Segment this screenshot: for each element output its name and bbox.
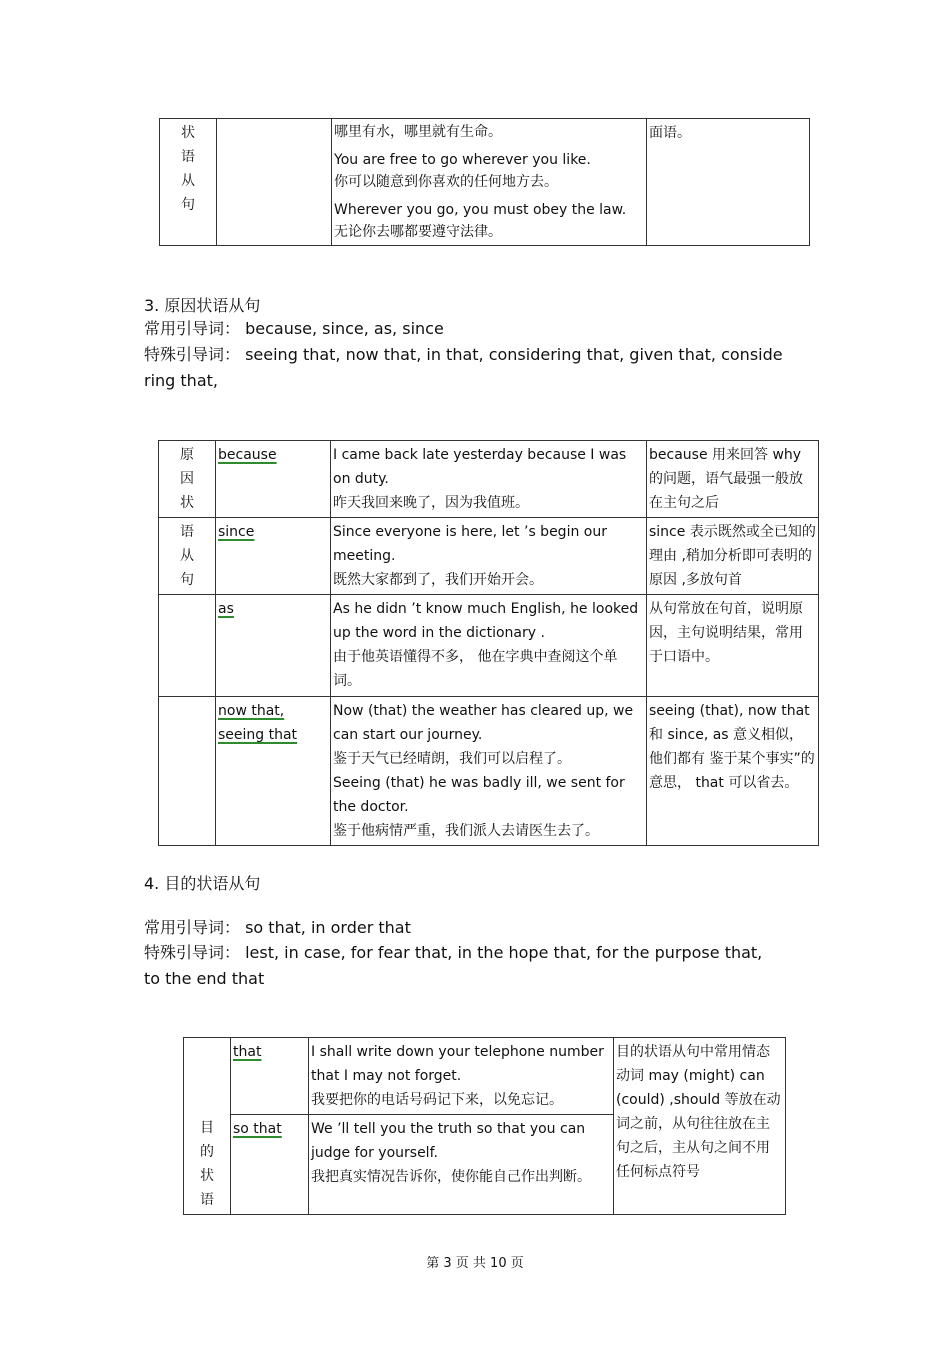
example-cell <box>331 518 647 595</box>
note-cell: since 表示既然或全已知的理由 ,稍加分析即可表明的原因 ,多放句首 <box>647 518 819 595</box>
note-cell: 面语。 <box>647 119 810 246</box>
special-conjunctions: 特殊引导词： lest, in case, for fear that, in the hope that, for the purpose that, <box>144 943 763 962</box>
example-line: Wherever you go, you must obey the law. <box>334 202 627 218</box>
conjunction-cell <box>216 441 331 518</box>
example-line: 鉴于他病情严重，我们派人去请医生去了。 <box>333 823 599 839</box>
example-line: As he didn ’t know much English, he looked up the word in the dictionary . <box>333 601 639 641</box>
example-line: Now (that) the weather has cleared up, we can start our journey. <box>333 703 634 743</box>
common-conjunctions: 常用引导词： because, since, as, since <box>144 319 444 338</box>
page-footer: 第 3 页 共 10 页 <box>426 1256 524 1271</box>
conjunction: as <box>218 601 234 617</box>
example-line: 由于他英语懂得不多， 他在字典中查阅这个单词。 <box>333 649 618 689</box>
conjunction: now that, <box>218 703 285 719</box>
example-line: 既然大家都到了，我们开始开会。 <box>333 572 543 588</box>
example-cell <box>309 1038 614 1115</box>
example-line: 哪里有水，哪里就有生命。 <box>334 124 502 140</box>
note-cell: 目的状语从句中常用情态动词 may (might) can (could) ,should 等放在动词之前，从句往往放在主句之后，主从句之间不用任何标点符号 <box>614 1038 786 1215</box>
example-line: I came back late yesterday because I was on duty. <box>333 447 627 487</box>
conjunction: since <box>218 524 255 540</box>
conjunction: because <box>218 447 277 463</box>
example-line: You are free to go wherever you like. <box>334 152 591 168</box>
example-cell <box>331 697 647 846</box>
example-cell <box>331 441 647 518</box>
section-heading: 4. 目的状语从句 <box>144 874 261 893</box>
conjunction-cell <box>216 518 331 595</box>
common-conjunctions: 常用引导词： so that, in order that <box>144 918 411 937</box>
example-line: 我把真实情况告诉你，使你能自己作出判断。 <box>311 1169 591 1185</box>
table-purpose-clause <box>183 1037 786 1215</box>
example-line: Since everyone is here, let ’s begin our meeting. <box>333 524 607 564</box>
side-label <box>159 595 216 697</box>
example-line: We ’ll tell you the truth so that you can judge for yourself. <box>311 1121 586 1161</box>
side-label: 状语从句 <box>160 119 217 246</box>
special-conjunctions-cont: ring that, <box>144 371 218 390</box>
conjunction-cell <box>231 1115 309 1215</box>
section-heading: 3. 原因状语从句 <box>144 296 261 315</box>
note-cell: seeing (that), now that 和 since, as 意义相似，他们都有 鉴于某个事实”的意思， that 可以省去。 <box>647 697 819 846</box>
conjunction-cell <box>217 119 332 246</box>
conjunction-cell <box>216 595 331 697</box>
example-cell <box>331 595 647 697</box>
special-conjunctions-cont: to the end that <box>144 969 265 988</box>
conjunction-cell <box>216 697 331 846</box>
table-clause-continuation <box>159 118 810 246</box>
example-cell <box>332 119 647 246</box>
side-label <box>159 697 216 846</box>
special-conjunctions: 特殊引导词： seeing that, now that, in that, considering that, given that, conside <box>144 345 783 364</box>
example-line: Seeing (that) he was badly ill, we sent for the doctor. <box>333 775 625 815</box>
side-label: 目的状语 <box>184 1038 231 1215</box>
example-cell <box>309 1115 614 1215</box>
conjunction-cell <box>231 1038 309 1115</box>
example-line: 鉴于天气已经晴朗，我们可以启程了。 <box>333 751 571 767</box>
side-label: 语从句 <box>159 518 216 595</box>
example-line: 无论你去哪都要遵守法律。 <box>334 224 502 240</box>
example-line: I shall write down your telephone number that I may not forget. <box>311 1044 604 1084</box>
side-label: 原因状 <box>159 441 216 518</box>
example-line: 你可以随意到你喜欢的任何地方去。 <box>334 174 558 190</box>
note-cell: 从句常放在句首，说明原因，主句说明结果，常用于口语中。 <box>647 595 819 697</box>
table-cause-clause <box>158 440 819 846</box>
conjunction: seeing that <box>218 727 298 743</box>
conjunction: so that <box>233 1121 282 1137</box>
conjunction: that <box>233 1044 262 1060</box>
example-line: 昨天我回来晚了，因为我值班。 <box>333 495 529 511</box>
note-cell: because 用来回答 why 的问题，语气最强一般放在主句之后 <box>647 441 819 518</box>
example-line: 我要把你的电话号码记下来，以免忘记。 <box>311 1092 563 1108</box>
